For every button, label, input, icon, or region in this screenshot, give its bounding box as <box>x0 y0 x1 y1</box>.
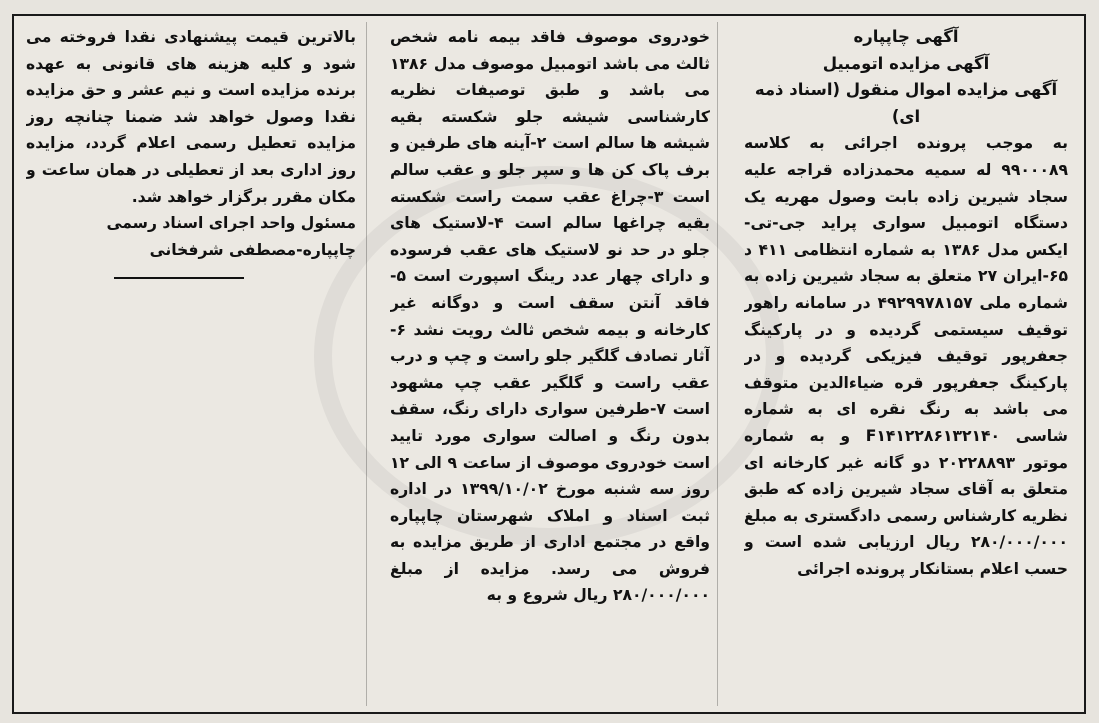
notice-frame <box>12 14 1086 714</box>
notice-title-2: آگهی مزایده اتومبیل <box>822 53 990 73</box>
signature-underline <box>114 277 244 279</box>
column-divider <box>717 22 718 706</box>
signature-title: مسئول واحد اجرای اسناد رسمی <box>106 214 356 233</box>
notice-body-right: به موجب پرونده اجرائی به کلاسه ۹۹۰۰۰۸۹ له سمیه محمدزاده قراجه علیه سجاد شیرین زاده بابت وصول مهریه یک دستگاه اتومبیل سواری پراید جی-تی-ایکس مدل ۱۳۸۶ به شماره انتظامی ۴۱۱ د ۶۵-ایران ۲۷ متعلق به سجاد شیرین زاده به شماره ملی ۴۹۲۹۹۷۸۱۵۷ در سامانه راهور توقیف سیستمی گردیده و در پارکینگ جعفرپور توقیف فیزیکی گردیده و در پارکینگ جعفرپور قره ضیاءالدین متوقف می باشد به رنگ نقره ای به شماره شاسی F۱۴۱۲۲۸۶۱۳۲۱۴۰ و به شماره موتور ۲۰۲۲۸۸۹۳ دو گانه غیر کارخانه ای متعلق به آقای سجاد شیرین زاده که طبق نظریه کارشناس رسمی دادگستری به مبلغ ۲۸۰/۰۰۰/۰۰۰ ریال ارزیابی شده است و حسب اعلام بستانکار پرونده اجرائی <box>744 134 1068 578</box>
notice-title-3: آگهی مزایده اموال منقول (اسناد ذمه ای) <box>754 80 1058 126</box>
notice-body-middle: خودروی موصوف فاقد بیمه نامه شخص ثالث می باشد اتومبیل موصوف مدل ۱۳۸۶ می باشد و طبق توصیفات نظریه کارشناسی شیشه جلو شکسته بقیه شیشه ها سالم است ۲-آینه های طرفین و برف پاک کن ها و سپر جلو و عقب سالم است ۳-چراغ عقب سمت راست شکسته بقیه چراغها سالم است ۴-لاستیک های جلو در حد نو لاستیک های عقب فرسوده و دارای چهار عدد رینگ اسپورت است ۵-فاقد آنتن سقف است و دوگانه غیر کارخانه و بیمه شخص ثالث رویت نشد ۶-آثار تصادف گلگیر جلو راست و چپ و درب عقب راست و گلگیر عقب چپ مشهود است ۷-طرفین سواری دارای رنگ، سقف بدون رنگ و اصالت سواری مورد تایید است خودروی موصوف از ساعت ۹ الی ۱۲ روز سه شنبه مورخ ۱۳۹۹/۱۰/۰۲ در اداره ثبت اسناد و املاک شهرستان چاپپاره واقع در مجتمع اداری از طریق مزایده به فروش می رسد. مزایده از مبلغ ۲۸۰/۰۰۰/۰۰۰ ریال شروع و به <box>390 28 710 605</box>
notice-title-1: آگهی چاپپاره <box>853 27 959 46</box>
notice-body-left: بالاترین قیمت پیشنهادی نقدا فروخته می شود و کلیه هزینه های قانونی به عهده برنده مزایده است و نیم عشر و حق مزایده نقدا وصول خواهد شد ضمنا چنانچه روز مزایده تعطیل رسمی اعلام گردد، مزایده روز اداری بعد از تعطیلی در همان ساعت و مکان مقرر برگزار خواهد شد. <box>26 28 356 206</box>
notice-column-middle <box>390 24 710 704</box>
signature-name: چاپپاره-مصطفی شرفخانی <box>149 240 356 259</box>
notice-column-right <box>744 24 1068 704</box>
column-divider <box>366 22 367 706</box>
notice-column-left <box>26 24 356 704</box>
